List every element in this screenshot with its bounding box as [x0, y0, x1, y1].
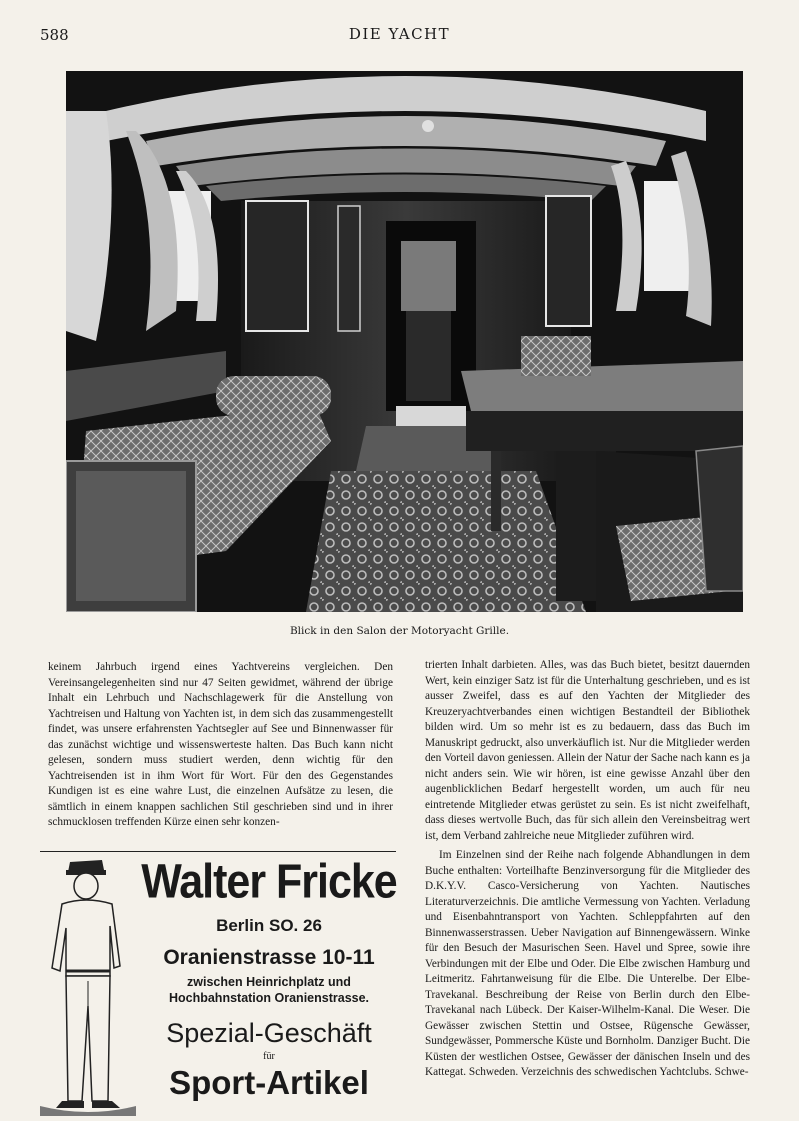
- advertiser-street: Oranienstrasse 10-11: [163, 946, 375, 969]
- running-title: DIE YACHT: [348, 25, 451, 43]
- paragraph: trierten Inhalt darbieten. Alles, was das Buch bietet, besitzt dauernden Wert, kein einziger Satz ist für die Unterhaltung geschrieben, und es ist ausser Zweifel, dass es auf den Yachten der Mitglieder des Kreuzeryachtverbandes einen wichtigen Bestandteil der Bibliothek bilden wird. Um so mehr ist es zu bedauern, dass das Buch im Manuskript gedruckt, also unverkäuflich ist. Nur die Mitglieder werden den Vorteil davon geniessen. Allein der Natur der Sache nach kann es ja nicht anders sein. Wie wir hören, ist eine gewisse Anzahl über den augenblicklichen Bedarf hergestellt worden, um auch für neu eintretende Mitglieder etwas gerüstet zu sein. Es ist nicht zweifelhaft, dass dieses wertvolle Buch, das für sich allein den Vereinsbeitrag wert ist, dem Verband zahlreiche neue Mitglieder zuführen wird.: [425, 659, 750, 842]
- paragraph: keinem Jahrbuch irgend eines Yachtvereins vergleichen. Den Vereinsangelegenheiten sind nur 47 Seiten gewidmet, während der übrige Inhalt ein Lehrbuch und Nachschlagewerk für die Anstellung von Yachtreisen und Haltung von Yachten ist, in dem sich das zusammengestellt findet, was unsere erfahrensten Yachtsegler auf See und Binnenwasser für das zunächst wichtige und wissenswerteste halten. Das Buch kann nicht gelesen, sondern muss studiert werden, denn wichtig für den Yachtreisenden ist in ihm Wort für Wort. Für den des Gegenstandes Kundigen ist es eine wahre Lust, die einzelnen Aufsätze zu lesen, die sämtlich in einem knappen sachlichen Stil geschrieben sind und in ihrer schmucklosen treffenden Kürze einen sehr konzen-: [48, 661, 393, 828]
- paragraph: Im Einzelnen sind der Reihe nach folgende Abhandlungen in dem Buche enthalten: Vorteilhafte Benzinversorgung für die Mitglieder des D.K.Y.V. Casco-Versicherung von Yachten. Nautisches Literaturverzeichnis. Die amtliche Vermessung von Yachten. Verladung und Eisenbahntransport von Yachten. Schleppfahrten auf den Binnenwasserstrassen. Ueber Navigation auf Binnengewässern. Winke für den Besuch der Masurischen Seen. Havel und Spree, sowie ihre Verbindungen mit der Elbe und Oder. Die Elbe zwischen Hamburg und Leitmeritz. Fahrtanweisung für die Elbe. Die Unterelbe. Der Elbe-Travekanal. Beschreibung der Reise von Berlin durch den Elbe-Travekanal nach Lübeck. Der Kaiser-Wilhelm-Kanal. Die Weser. Die Gewässer zwischen Stettin und Ostsee, Rügensche Gewässer, Sundgewässer, Pommersche Küste und Bornholm. Danziger Bucht. Die Küsten der westlichen Ostsee, Gewässer der dänischen Inseln und des Kattegat. Schweden. Verzeichnis des schwedischen Yachtclubs. Schwe-: [425, 849, 750, 1078]
- advertiser-specialty: Spezial-Geschäft: [166, 1018, 372, 1048]
- advertiser-location-note: zwischen Heinrichplatz und Hochbahnstation Oranienstrasse.: [168, 975, 370, 1005]
- advertiser-name: Walter Fricke: [141, 855, 397, 909]
- article-left-column: [48, 660, 393, 831]
- advertiser-city: Berlin SO. 26: [216, 916, 322, 935]
- sailor-figure-illustration: [40, 856, 136, 1116]
- advertisement: [40, 850, 395, 1118]
- page-number: 588: [40, 26, 69, 44]
- article-right-column: [425, 658, 750, 1081]
- advertiser-goods: Sport-Artikel: [169, 1064, 369, 1101]
- salon-photograph: [66, 71, 743, 612]
- advertiser-fuer: für: [263, 1051, 275, 1062]
- figure-caption: Blick in den Salon der Motoryacht Grille.: [289, 625, 510, 637]
